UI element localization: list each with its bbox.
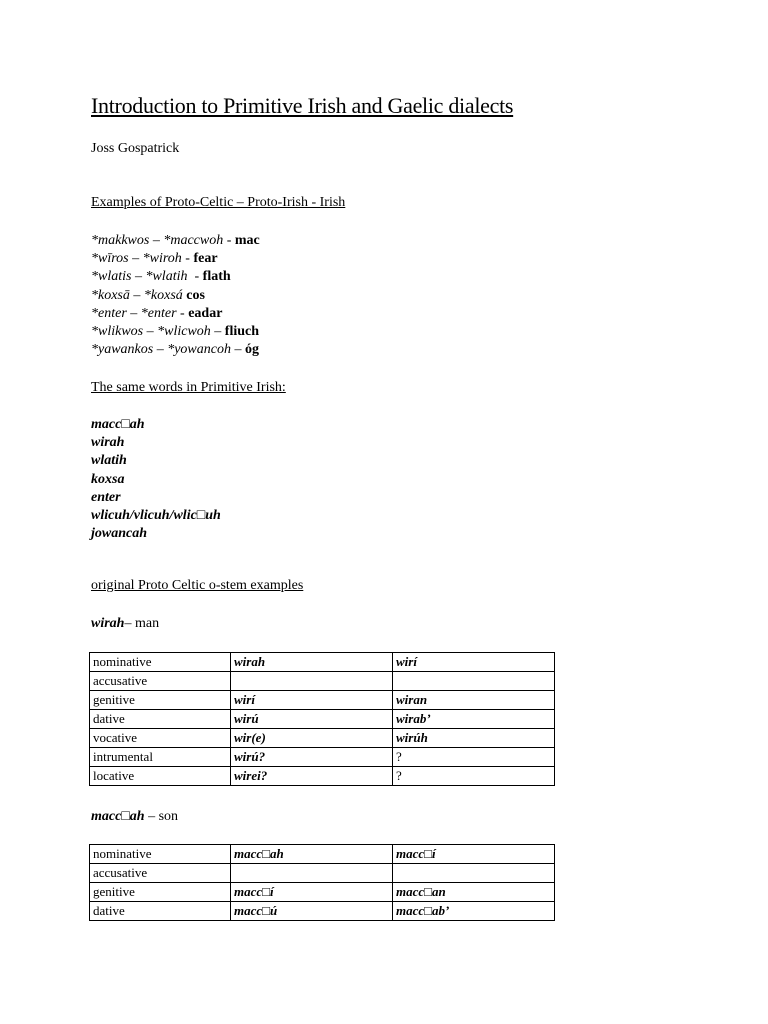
proto-irish-form: *koxsá (143, 287, 183, 303)
case-label: dative (90, 902, 231, 921)
case-label: nominative (90, 845, 231, 864)
example-line: *enter – *enter - eadar (91, 305, 223, 321)
irish-form: fliuch (224, 323, 260, 339)
irish-form: óg (244, 342, 259, 358)
plural-form: ? (393, 748, 555, 767)
ostem-heading: original Proto Celtic o-stem examples (91, 578, 304, 593)
examples-list (91, 232, 260, 359)
proto-irish-form: *wlatih (145, 269, 188, 285)
table-row (90, 864, 555, 883)
primitive-word: koxsa (91, 471, 125, 487)
table-row (90, 653, 555, 672)
case-label: nominative (90, 653, 231, 672)
example-line: *yawankos – *yowancoh – óg (91, 342, 259, 358)
plural-form: ? (393, 767, 555, 786)
plural-form: wirí (393, 653, 555, 672)
plural-form: macc□an (393, 883, 555, 902)
proto-celtic-form: *yawankos (91, 342, 154, 358)
proto-irish-form: *wlicwoh (157, 323, 211, 339)
primitive-word: enter (91, 489, 121, 505)
case-label: genitive (90, 691, 231, 710)
proto-celtic-form: *wlatis (91, 269, 132, 285)
example-line: *koxsā – *koxsá cos (91, 287, 205, 303)
case-label: accusative (90, 672, 231, 691)
table-row (90, 729, 555, 748)
irish-form: flath (202, 269, 231, 285)
case-label: dative (90, 710, 231, 729)
singular-form: wirah (231, 653, 393, 672)
singular-form: wirí (231, 691, 393, 710)
plural-form: wirúh (393, 729, 555, 748)
primitive-word: jowancah (91, 526, 148, 542)
proto-irish-form: *enter (140, 305, 177, 321)
proto-irish-form: *yowancoh (167, 342, 231, 358)
primitive-word: wlicuh/vlicuh/wlic□uh (91, 508, 221, 524)
table-row (90, 767, 555, 786)
irish-form: cos (186, 287, 205, 303)
plural-form: wiran (393, 691, 555, 710)
irish-form: mac (234, 233, 260, 248)
proto-celtic-form: *enter (91, 305, 127, 321)
table1-gloss: – man (124, 616, 160, 631)
case-label: intrumental (90, 748, 231, 767)
proto-celtic-form: *wlikwos (91, 323, 144, 339)
singular-form: wir(e) (231, 729, 393, 748)
table-row (90, 691, 555, 710)
example-line: *wīros – *wiroh - fear (91, 251, 218, 267)
declension-table-wirah (89, 652, 555, 786)
plural-form: macc□í (393, 845, 555, 864)
singular-form: macc□ah (231, 845, 393, 864)
examples-heading: Examples of Proto-Celtic – Proto-Irish - Irish (91, 195, 346, 210)
table-row (90, 845, 555, 864)
primitive-word-list (91, 416, 221, 543)
primitive-word: wirah (91, 435, 125, 451)
plural-form (393, 672, 555, 691)
example-line: *wlatis – *wlatih - flath (91, 269, 231, 285)
primitive-heading: The same words in Primitive Irish: (91, 380, 286, 395)
irish-form: eadar (188, 305, 223, 321)
case-label: genitive (90, 883, 231, 902)
table-row (90, 883, 555, 902)
table-row (90, 672, 555, 691)
primitive-word: wlatih (91, 453, 127, 469)
singular-form: wirú (231, 710, 393, 729)
plural-form: wirab’ (393, 710, 555, 729)
table2-gloss: – son (144, 809, 179, 824)
singular-form: macc□ú (231, 902, 393, 921)
table2-label (91, 809, 178, 825)
case-label: vocative (90, 729, 231, 748)
irish-form: fear (193, 251, 218, 267)
proto-celtic-form: *makkwos (91, 233, 150, 248)
proto-irish-form: *maccwoh (163, 233, 224, 248)
document-title: Introduction to Primitive Irish and Gaelic dialects (91, 93, 514, 118)
table-row (90, 748, 555, 767)
table1-headword: wirah (91, 616, 125, 631)
declension-table-maccah (89, 844, 555, 921)
singular-form: wirei? (231, 767, 393, 786)
case-label: accusative (90, 864, 231, 883)
singular-form: wirú? (231, 748, 393, 767)
singular-form (231, 672, 393, 691)
table-row (90, 710, 555, 729)
example-line: *wlikwos – *wlicwoh – fliuch (91, 323, 260, 339)
table2-headword: macc□ah (91, 809, 145, 824)
proto-celtic-form: *wīros (91, 251, 129, 267)
table-row (90, 902, 555, 921)
table1-label (91, 616, 159, 632)
case-label: locative (90, 767, 231, 786)
example-line: *makkwos – *maccwoh - mac (91, 233, 260, 248)
primitive-word: macc□ah (91, 417, 145, 432)
author-name: Joss Gospatrick (91, 141, 180, 156)
singular-form: macc□í (231, 883, 393, 902)
proto-irish-form: *wiroh (142, 251, 182, 267)
singular-form (231, 864, 393, 883)
plural-form (393, 864, 555, 883)
proto-celtic-form: *koxsā (91, 287, 130, 303)
plural-form: macc□ab’ (393, 902, 555, 921)
